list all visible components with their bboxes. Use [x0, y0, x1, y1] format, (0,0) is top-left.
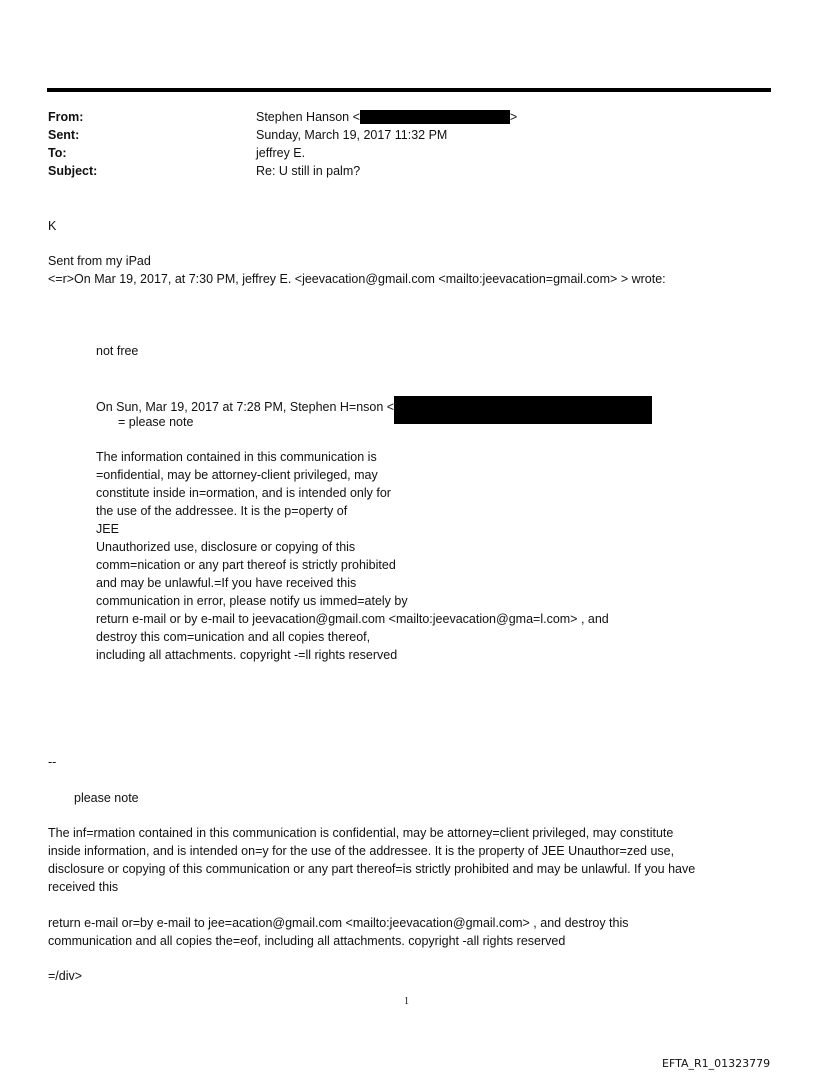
inner-quote-intro: On Sun, Mar 19, 2017 at 7:28 PM, Stephen H=nson < [96, 396, 652, 424]
page-number: 1 [404, 996, 409, 1007]
disclaimer-paragraph-2: return e-mail or=by e-mail to jee=acation@gmail.com <mailto:jeevacation@gmail.com> , and destroy this communication and all copies the=eof, including all attachments. copyright -all rights reserved [48, 916, 629, 948]
redaction-box [394, 396, 652, 424]
inner-please-note: = please note [118, 415, 194, 429]
bates-id: EFTA_R1_01323779 [662, 1057, 771, 1070]
closing-tag: =/div> [48, 969, 83, 983]
to-value: jeffrey E. [256, 146, 306, 160]
from-label: From: [48, 110, 84, 124]
sent-value: Sunday, March 19, 2017 11:32 PM [256, 128, 448, 142]
quote-intro: <=r>On Mar 19, 2017, at 7:30 PM, jeffrey E. <jeevacation@gmail.com <mailto:jeevacation=gmail.com> > wrote: [48, 272, 666, 286]
reply-text: K [48, 219, 57, 233]
signature: Sent from my iPad [48, 254, 151, 268]
subject-value: Re: U still in palm? [256, 164, 361, 178]
redaction-box [360, 110, 510, 124]
to-label: To: [48, 146, 67, 160]
from-value: Stephen Hanson < > [256, 110, 518, 124]
header-rule [47, 88, 771, 92]
separator: -- [48, 755, 57, 769]
not-free-text: not free [96, 344, 139, 358]
sent-label: Sent: [48, 128, 80, 142]
please-note: please note [74, 791, 139, 805]
disclaimer-paragraph-1: The inf=rmation contained in this communication is confidential, may be attorney=client privileged, may constitute inside information, and is intended on=y for the use of the addressee. It is the property of JEE Unauthor=zed use, disclosure or copying of this communication or any part thereof=is strictly prohibited and may be unlawful. If you have received this [48, 826, 696, 894]
inner-disclaimer: The information contained in this communication is =onfidential, may be attorney-client privileged, may constitute inside in=ormation, and is intended only for the use of the addressee. It is the p=operty of JEE Unauthorized use, disclosure or copying of this comm=nication or any part thereof is strictly prohibited and may be unlawful.=If you have received this communication in error, please notify us immed=ately by return e-mail or by e-mail to jeevacation@gmail.com <mailto:jeevacation@gma=l.com> , and destroy this com=unication and all copies thereof, including all attachments. copyright -=ll rights reserved [96, 450, 609, 662]
subject-label: Subject: [48, 164, 98, 178]
